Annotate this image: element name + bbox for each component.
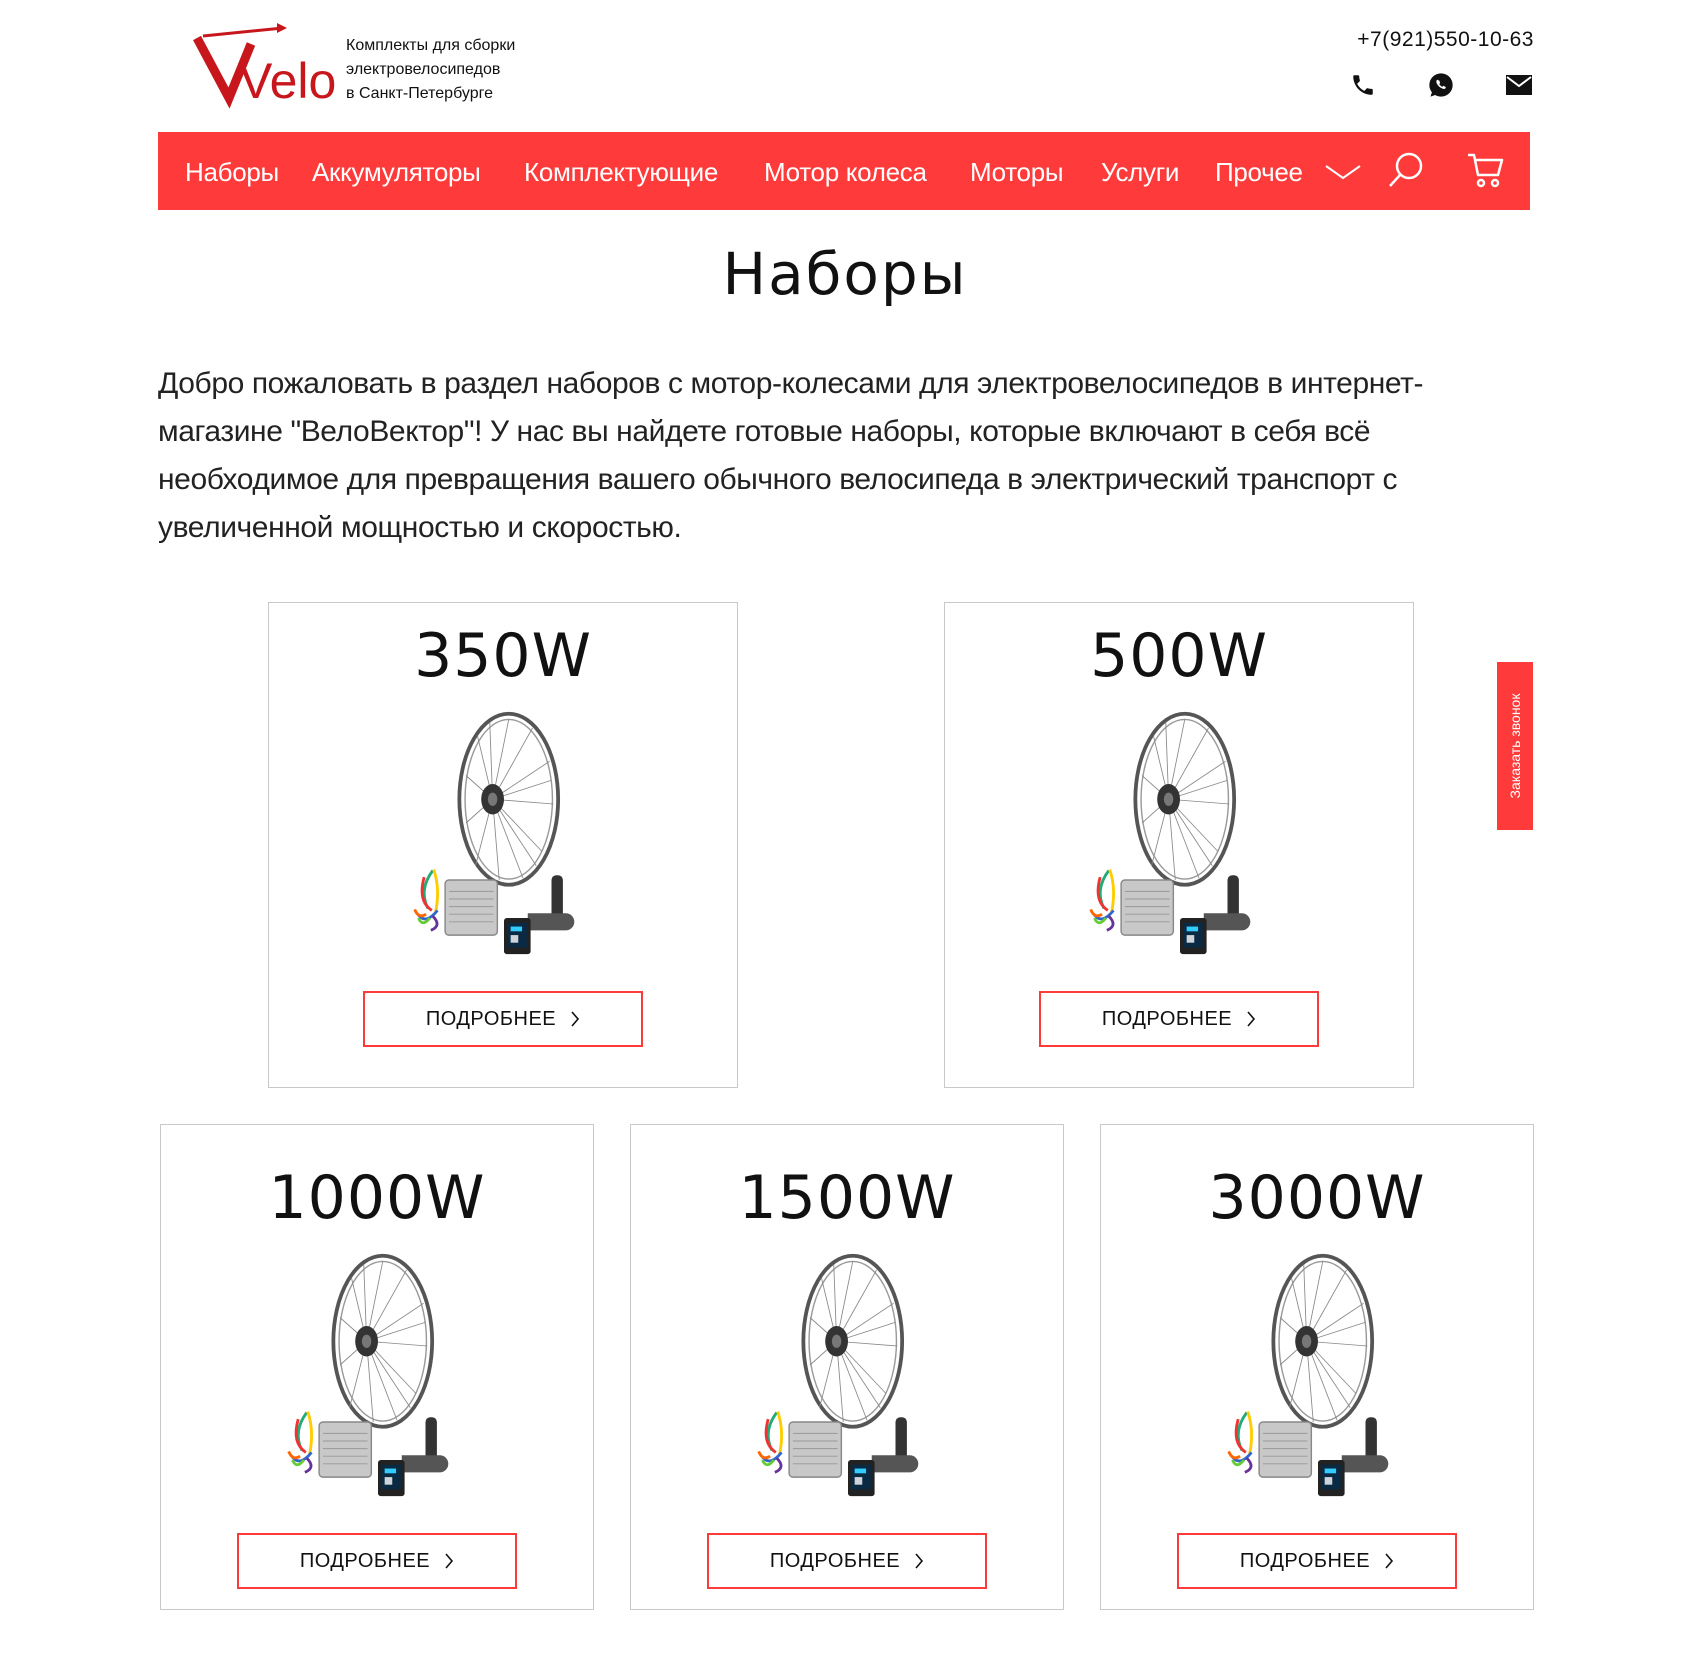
ebike-kit-image	[409, 707, 599, 977]
tagline-line-1: Комплекты для сборки	[346, 37, 516, 54]
logo-text: Velo	[239, 53, 337, 109]
phone-icon[interactable]	[1348, 70, 1378, 100]
details-button[interactable]	[237, 1533, 517, 1589]
details-button-label: ПОДРОБНЕЕ	[1239, 1549, 1371, 1572]
card-title: 1500W	[738, 1163, 956, 1233]
callback-button-label: Заказать звонок	[1507, 693, 1523, 799]
nav-item-components[interactable]: Комплектующие	[524, 157, 719, 187]
tagline	[346, 34, 566, 106]
main-nav	[158, 132, 1530, 210]
chevron-right-icon	[1246, 1010, 1256, 1028]
card-title: 1000W	[268, 1163, 486, 1233]
ebike-kit-image	[753, 1249, 943, 1519]
logo[interactable]	[195, 24, 337, 109]
mail-icon[interactable]	[1504, 70, 1534, 100]
chevron-right-icon	[1384, 1552, 1394, 1570]
details-button-label: ПОДРОБНЕЕ	[299, 1549, 431, 1572]
ebike-kit-image	[1223, 1249, 1413, 1519]
intro-text: Добро пожаловать в раздел наборов с мотор-колесами для электровелосипедов в интернет-магазине "ВелоВектор"! У нас вы найдете готовые наборы, которые включают в себя всё необходимое для превращения вашего обычного велосипеда в электрический транспорт с увеличенной мощностью и скоростью.	[158, 367, 1424, 544]
product-card-500w	[944, 602, 1414, 1088]
whatsapp-icon[interactable]	[1426, 70, 1456, 100]
search-icon[interactable]	[1386, 150, 1426, 195]
nav-item-batteries[interactable]: Аккумуляторы	[312, 157, 481, 187]
card-title: 3000W	[1208, 1163, 1426, 1233]
tagline-line-3: в Санкт-Петербурге	[346, 85, 493, 102]
product-card-1500w	[630, 1124, 1064, 1610]
page-title: Наборы	[722, 240, 968, 308]
details-button-label: ПОДРОБНЕЕ	[769, 1549, 901, 1572]
details-button[interactable]	[707, 1533, 987, 1589]
nav-item-services[interactable]: Услуги	[1101, 157, 1180, 187]
nav-item-motors[interactable]: Моторы	[970, 157, 1064, 187]
ebike-kit-image	[1085, 707, 1275, 977]
nav-item-motor-wheels[interactable]: Мотор колеса	[764, 157, 927, 187]
chevron-down-icon[interactable]	[1324, 158, 1362, 189]
details-button-label: ПОДРОБНЕЕ	[425, 1007, 557, 1030]
callback-button[interactable]	[1497, 662, 1533, 830]
details-button[interactable]	[1039, 991, 1319, 1047]
card-title: 500W	[1090, 621, 1268, 691]
details-button-label: ПОДРОБНЕЕ	[1101, 1007, 1233, 1030]
card-title: 350W	[414, 621, 592, 691]
chevron-right-icon	[444, 1552, 454, 1570]
phone-number[interactable]: +7(921)550-10-63	[1357, 28, 1534, 51]
chevron-right-icon	[914, 1552, 924, 1570]
product-card-3000w	[1100, 1124, 1534, 1610]
cart-icon[interactable]	[1466, 150, 1506, 195]
details-button[interactable]	[363, 991, 643, 1047]
product-card-1000w	[160, 1124, 594, 1610]
nav-item-sets[interactable]: Наборы	[185, 157, 279, 187]
details-button[interactable]	[1177, 1533, 1457, 1589]
ebike-kit-image	[283, 1249, 473, 1519]
product-card-350w	[268, 602, 738, 1088]
tagline-line-2: электровелосипедов	[346, 61, 501, 78]
nav-item-other[interactable]: Прочее	[1215, 157, 1303, 187]
chevron-right-icon	[570, 1010, 580, 1028]
